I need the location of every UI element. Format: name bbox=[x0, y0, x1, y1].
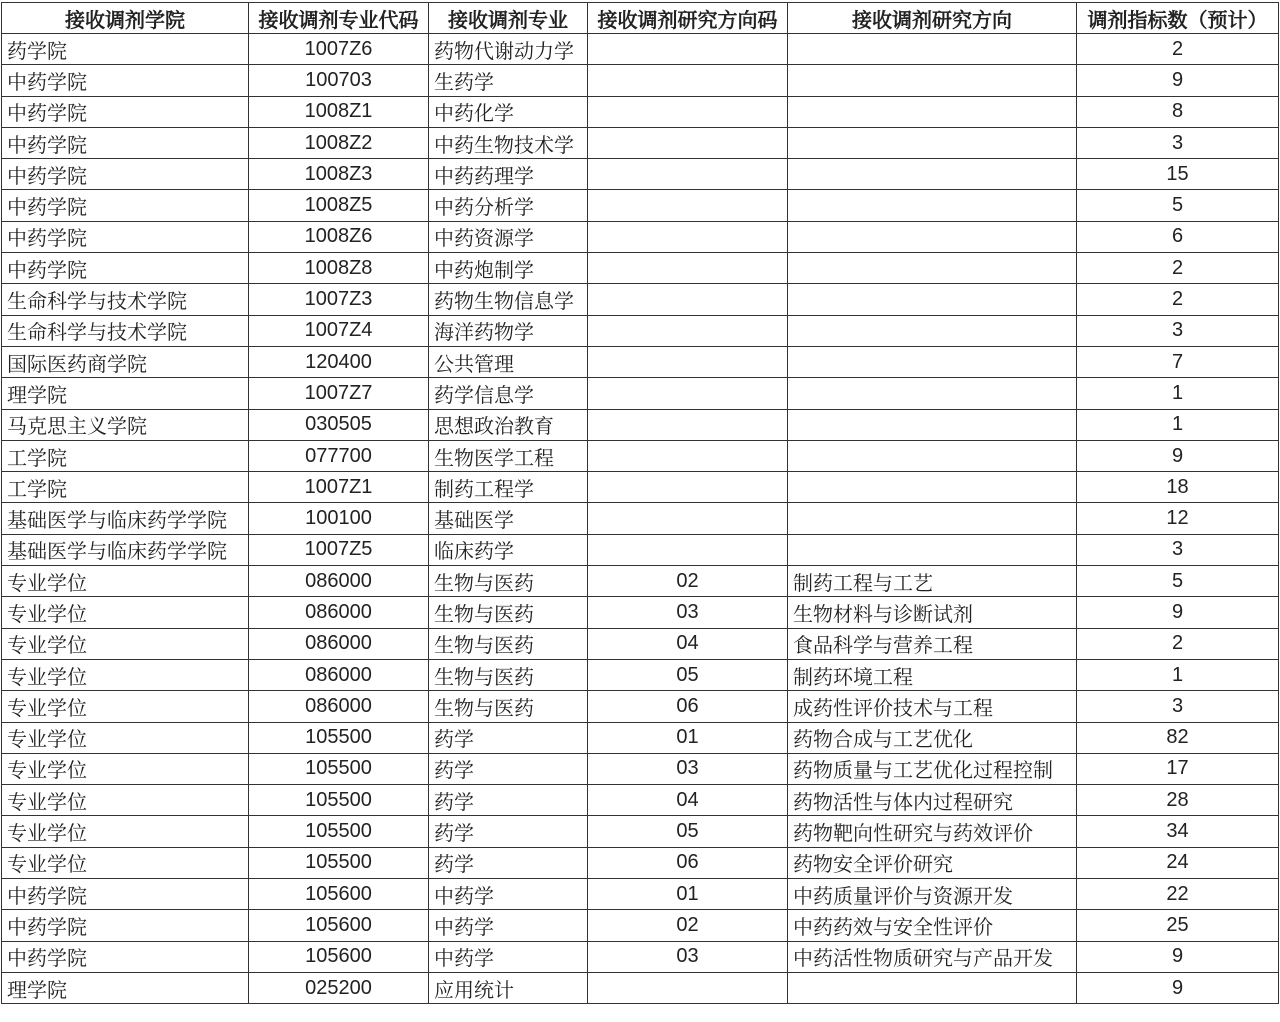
major-cell: 中药分析学 bbox=[429, 190, 588, 221]
major-code-cell: 105500 bbox=[249, 753, 429, 784]
direction-code-cell: 06 bbox=[588, 847, 788, 878]
major-code-cell: 105600 bbox=[249, 910, 429, 941]
major-cell: 基础医学 bbox=[429, 503, 588, 534]
major-cell: 药学 bbox=[429, 785, 588, 816]
college-cell: 专业学位 bbox=[2, 691, 249, 722]
table-row bbox=[2, 659, 1279, 690]
major-cell: 生物医学工程 bbox=[429, 440, 588, 471]
table-row bbox=[2, 472, 1279, 503]
table-row bbox=[2, 65, 1279, 96]
table-row bbox=[2, 284, 1279, 315]
college-cell: 中药学院 bbox=[2, 190, 249, 221]
college-cell: 基础医学与临床药学学院 bbox=[2, 534, 249, 565]
major-code-cell: 1007Z7 bbox=[249, 378, 429, 409]
quota-cell: 9 bbox=[1077, 941, 1279, 972]
table-row bbox=[2, 440, 1279, 471]
table-row bbox=[2, 816, 1279, 847]
quota-cell: 9 bbox=[1077, 597, 1279, 628]
major-code-cell: 086000 bbox=[249, 566, 429, 597]
direction-cell: 制药环境工程 bbox=[788, 659, 1077, 690]
direction-cell bbox=[788, 972, 1077, 1003]
direction-code-cell bbox=[588, 190, 788, 221]
direction-code-cell bbox=[588, 65, 788, 96]
quota-cell: 3 bbox=[1077, 691, 1279, 722]
major-cell: 中药炮制学 bbox=[429, 253, 588, 284]
quota-cell: 18 bbox=[1077, 472, 1279, 503]
major-code-cell: 105500 bbox=[249, 847, 429, 878]
direction-cell bbox=[788, 253, 1077, 284]
major-code-cell: 105600 bbox=[249, 879, 429, 910]
major-cell: 中药生物技术学 bbox=[429, 127, 588, 158]
major-cell: 制药工程学 bbox=[429, 472, 588, 503]
major-code-cell: 1008Z2 bbox=[249, 127, 429, 158]
header-major: 接收调剂专业 bbox=[429, 3, 588, 34]
direction-code-cell: 01 bbox=[588, 879, 788, 910]
direction-code-cell bbox=[588, 253, 788, 284]
direction-cell: 药物活性与体内过程研究 bbox=[788, 785, 1077, 816]
direction-cell bbox=[788, 190, 1077, 221]
college-cell: 专业学位 bbox=[2, 628, 249, 659]
college-cell: 专业学位 bbox=[2, 722, 249, 753]
college-cell: 中药学院 bbox=[2, 159, 249, 190]
major-code-cell: 100100 bbox=[249, 503, 429, 534]
table-row bbox=[2, 722, 1279, 753]
quota-cell: 2 bbox=[1077, 253, 1279, 284]
quota-cell: 5 bbox=[1077, 566, 1279, 597]
direction-cell bbox=[788, 34, 1077, 65]
major-cell: 药学 bbox=[429, 816, 588, 847]
direction-cell bbox=[788, 378, 1077, 409]
direction-code-cell: 02 bbox=[588, 566, 788, 597]
direction-code-cell bbox=[588, 284, 788, 315]
major-cell: 思想政治教育 bbox=[429, 409, 588, 440]
direction-cell: 药物安全评价研究 bbox=[788, 847, 1077, 878]
table-row bbox=[2, 879, 1279, 910]
college-cell: 生命科学与技术学院 bbox=[2, 284, 249, 315]
direction-cell: 药物质量与工艺优化过程控制 bbox=[788, 753, 1077, 784]
major-cell: 药物代谢动力学 bbox=[429, 34, 588, 65]
direction-code-cell: 06 bbox=[588, 691, 788, 722]
major-code-cell: 105500 bbox=[249, 785, 429, 816]
direction-code-cell: 03 bbox=[588, 597, 788, 628]
direction-code-cell bbox=[588, 378, 788, 409]
major-code-cell: 1007Z5 bbox=[249, 534, 429, 565]
direction-code-cell: 05 bbox=[588, 659, 788, 690]
table-row bbox=[2, 378, 1279, 409]
major-code-cell: 120400 bbox=[249, 346, 429, 377]
major-code-cell: 077700 bbox=[249, 440, 429, 471]
college-cell: 中药学院 bbox=[2, 910, 249, 941]
table-row bbox=[2, 221, 1279, 252]
quota-cell: 3 bbox=[1077, 127, 1279, 158]
direction-cell bbox=[788, 159, 1077, 190]
quota-cell: 1 bbox=[1077, 378, 1279, 409]
header-direction-code: 接收调剂研究方向码 bbox=[588, 3, 788, 34]
college-cell: 马克思主义学院 bbox=[2, 409, 249, 440]
table-row bbox=[2, 409, 1279, 440]
table-row bbox=[2, 566, 1279, 597]
major-code-cell: 1008Z8 bbox=[249, 253, 429, 284]
quota-cell: 3 bbox=[1077, 534, 1279, 565]
quota-cell: 5 bbox=[1077, 190, 1279, 221]
college-cell: 中药学院 bbox=[2, 941, 249, 972]
college-cell: 工学院 bbox=[2, 472, 249, 503]
direction-cell bbox=[788, 221, 1077, 252]
direction-cell: 药物合成与工艺优化 bbox=[788, 722, 1077, 753]
college-cell: 基础医学与临床药学学院 bbox=[2, 503, 249, 534]
quota-cell: 12 bbox=[1077, 503, 1279, 534]
quota-cell: 9 bbox=[1077, 972, 1279, 1003]
direction-cell bbox=[788, 346, 1077, 377]
direction-cell bbox=[788, 503, 1077, 534]
major-cell: 生物与医药 bbox=[429, 597, 588, 628]
header-quota: 调剂指标数（预计） bbox=[1077, 3, 1279, 34]
major-cell: 生物与医药 bbox=[429, 659, 588, 690]
college-cell: 中药学院 bbox=[2, 96, 249, 127]
major-cell: 中药化学 bbox=[429, 96, 588, 127]
direction-code-cell: 03 bbox=[588, 941, 788, 972]
college-cell: 中药学院 bbox=[2, 65, 249, 96]
table-row bbox=[2, 315, 1279, 346]
college-cell: 专业学位 bbox=[2, 659, 249, 690]
major-cell: 公共管理 bbox=[429, 346, 588, 377]
table-row bbox=[2, 847, 1279, 878]
college-cell: 专业学位 bbox=[2, 597, 249, 628]
major-code-cell: 086000 bbox=[249, 691, 429, 722]
major-code-cell: 105500 bbox=[249, 816, 429, 847]
direction-cell bbox=[788, 472, 1077, 503]
table-row bbox=[2, 910, 1279, 941]
quota-cell: 2 bbox=[1077, 34, 1279, 65]
quota-cell: 82 bbox=[1077, 722, 1279, 753]
direction-cell: 成药性评价技术与工程 bbox=[788, 691, 1077, 722]
direction-code-cell bbox=[588, 440, 788, 471]
college-cell: 专业学位 bbox=[2, 566, 249, 597]
major-cell: 药学信息学 bbox=[429, 378, 588, 409]
college-cell: 中药学院 bbox=[2, 879, 249, 910]
table-row bbox=[2, 503, 1279, 534]
major-code-cell: 086000 bbox=[249, 597, 429, 628]
adjustment-quota-table bbox=[1, 2, 1279, 1004]
header-direction: 接收调剂研究方向 bbox=[788, 3, 1077, 34]
major-code-cell: 105600 bbox=[249, 941, 429, 972]
direction-code-cell: 04 bbox=[588, 785, 788, 816]
college-cell: 药学院 bbox=[2, 34, 249, 65]
direction-cell: 中药药效与安全性评价 bbox=[788, 910, 1077, 941]
major-code-cell: 086000 bbox=[249, 628, 429, 659]
table-row bbox=[2, 96, 1279, 127]
direction-cell: 中药活性物质研究与产品开发 bbox=[788, 941, 1077, 972]
major-code-cell: 1007Z4 bbox=[249, 315, 429, 346]
major-code-cell: 025200 bbox=[249, 972, 429, 1003]
direction-cell bbox=[788, 409, 1077, 440]
major-code-cell: 1008Z1 bbox=[249, 96, 429, 127]
major-cell: 生物与医药 bbox=[429, 566, 588, 597]
major-cell: 生药学 bbox=[429, 65, 588, 96]
direction-cell bbox=[788, 127, 1077, 158]
table-row bbox=[2, 753, 1279, 784]
college-cell: 中药学院 bbox=[2, 221, 249, 252]
college-cell: 专业学位 bbox=[2, 753, 249, 784]
direction-code-cell bbox=[588, 534, 788, 565]
quota-cell: 17 bbox=[1077, 753, 1279, 784]
major-code-cell: 1008Z6 bbox=[249, 221, 429, 252]
major-cell: 应用统计 bbox=[429, 972, 588, 1003]
quota-cell: 9 bbox=[1077, 65, 1279, 96]
direction-cell: 中药质量评价与资源开发 bbox=[788, 879, 1077, 910]
direction-code-cell bbox=[588, 127, 788, 158]
major-code-cell: 1007Z1 bbox=[249, 472, 429, 503]
college-cell: 专业学位 bbox=[2, 847, 249, 878]
major-cell: 临床药学 bbox=[429, 534, 588, 565]
direction-code-cell bbox=[588, 346, 788, 377]
college-cell: 专业学位 bbox=[2, 816, 249, 847]
table-row bbox=[2, 597, 1279, 628]
header-major-code: 接收调剂专业代码 bbox=[249, 3, 429, 34]
major-cell: 中药学 bbox=[429, 879, 588, 910]
table-row bbox=[2, 190, 1279, 221]
quota-cell: 15 bbox=[1077, 159, 1279, 190]
quota-cell: 34 bbox=[1077, 816, 1279, 847]
college-cell: 理学院 bbox=[2, 378, 249, 409]
major-cell: 药学 bbox=[429, 753, 588, 784]
major-code-cell: 030505 bbox=[249, 409, 429, 440]
direction-code-cell: 04 bbox=[588, 628, 788, 659]
direction-cell bbox=[788, 440, 1077, 471]
college-cell: 中药学院 bbox=[2, 253, 249, 284]
major-cell: 药物生物信息学 bbox=[429, 284, 588, 315]
header-college: 接收调剂学院 bbox=[2, 3, 249, 34]
direction-code-cell: 03 bbox=[588, 753, 788, 784]
quota-cell: 22 bbox=[1077, 879, 1279, 910]
major-cell: 药学 bbox=[429, 847, 588, 878]
direction-code-cell: 02 bbox=[588, 910, 788, 941]
major-cell: 生物与医药 bbox=[429, 628, 588, 659]
table-row bbox=[2, 628, 1279, 659]
college-cell: 生命科学与技术学院 bbox=[2, 315, 249, 346]
quota-cell: 1 bbox=[1077, 659, 1279, 690]
quota-cell: 1 bbox=[1077, 409, 1279, 440]
major-code-cell: 1008Z5 bbox=[249, 190, 429, 221]
table-row bbox=[2, 159, 1279, 190]
table-row bbox=[2, 691, 1279, 722]
major-cell: 中药资源学 bbox=[429, 221, 588, 252]
major-code-cell: 086000 bbox=[249, 659, 429, 690]
table-row bbox=[2, 785, 1279, 816]
college-cell: 国际医药商学院 bbox=[2, 346, 249, 377]
quota-cell: 24 bbox=[1077, 847, 1279, 878]
direction-code-cell bbox=[588, 972, 788, 1003]
major-cell: 海洋药物学 bbox=[429, 315, 588, 346]
college-cell: 理学院 bbox=[2, 972, 249, 1003]
direction-cell bbox=[788, 65, 1077, 96]
college-cell: 专业学位 bbox=[2, 785, 249, 816]
direction-code-cell bbox=[588, 34, 788, 65]
direction-code-cell bbox=[588, 96, 788, 127]
direction-code-cell: 01 bbox=[588, 722, 788, 753]
table-row bbox=[2, 34, 1279, 65]
quota-cell: 8 bbox=[1077, 96, 1279, 127]
table-row bbox=[2, 972, 1279, 1003]
direction-cell: 生物材料与诊断试剂 bbox=[788, 597, 1077, 628]
direction-code-cell bbox=[588, 503, 788, 534]
major-code-cell: 1007Z3 bbox=[249, 284, 429, 315]
direction-cell bbox=[788, 96, 1077, 127]
quota-cell: 25 bbox=[1077, 910, 1279, 941]
major-cell: 中药学 bbox=[429, 910, 588, 941]
quota-cell: 28 bbox=[1077, 785, 1279, 816]
direction-code-cell bbox=[588, 315, 788, 346]
quota-cell: 2 bbox=[1077, 628, 1279, 659]
direction-code-cell: 05 bbox=[588, 816, 788, 847]
table-row bbox=[2, 346, 1279, 377]
major-cell: 生物与医药 bbox=[429, 691, 588, 722]
table-row bbox=[2, 534, 1279, 565]
direction-code-cell bbox=[588, 472, 788, 503]
direction-cell: 食品科学与营养工程 bbox=[788, 628, 1077, 659]
college-cell: 中药学院 bbox=[2, 127, 249, 158]
major-code-cell: 1008Z3 bbox=[249, 159, 429, 190]
major-cell: 药学 bbox=[429, 722, 588, 753]
college-cell: 工学院 bbox=[2, 440, 249, 471]
direction-cell: 药物靶向性研究与药效评价 bbox=[788, 816, 1077, 847]
direction-code-cell bbox=[588, 409, 788, 440]
table-row bbox=[2, 253, 1279, 284]
header-row bbox=[2, 3, 1279, 34]
direction-cell bbox=[788, 284, 1077, 315]
major-code-cell: 1007Z6 bbox=[249, 34, 429, 65]
direction-code-cell bbox=[588, 221, 788, 252]
direction-cell bbox=[788, 534, 1077, 565]
major-code-cell: 105500 bbox=[249, 722, 429, 753]
major-cell: 中药药理学 bbox=[429, 159, 588, 190]
direction-cell bbox=[788, 315, 1077, 346]
quota-cell: 6 bbox=[1077, 221, 1279, 252]
major-cell: 中药学 bbox=[429, 941, 588, 972]
table-row bbox=[2, 127, 1279, 158]
table-row bbox=[2, 941, 1279, 972]
quota-cell: 3 bbox=[1077, 315, 1279, 346]
major-code-cell: 100703 bbox=[249, 65, 429, 96]
quota-cell: 2 bbox=[1077, 284, 1279, 315]
quota-cell: 9 bbox=[1077, 440, 1279, 471]
quota-cell: 7 bbox=[1077, 346, 1279, 377]
direction-cell: 制药工程与工艺 bbox=[788, 566, 1077, 597]
direction-code-cell bbox=[588, 159, 788, 190]
